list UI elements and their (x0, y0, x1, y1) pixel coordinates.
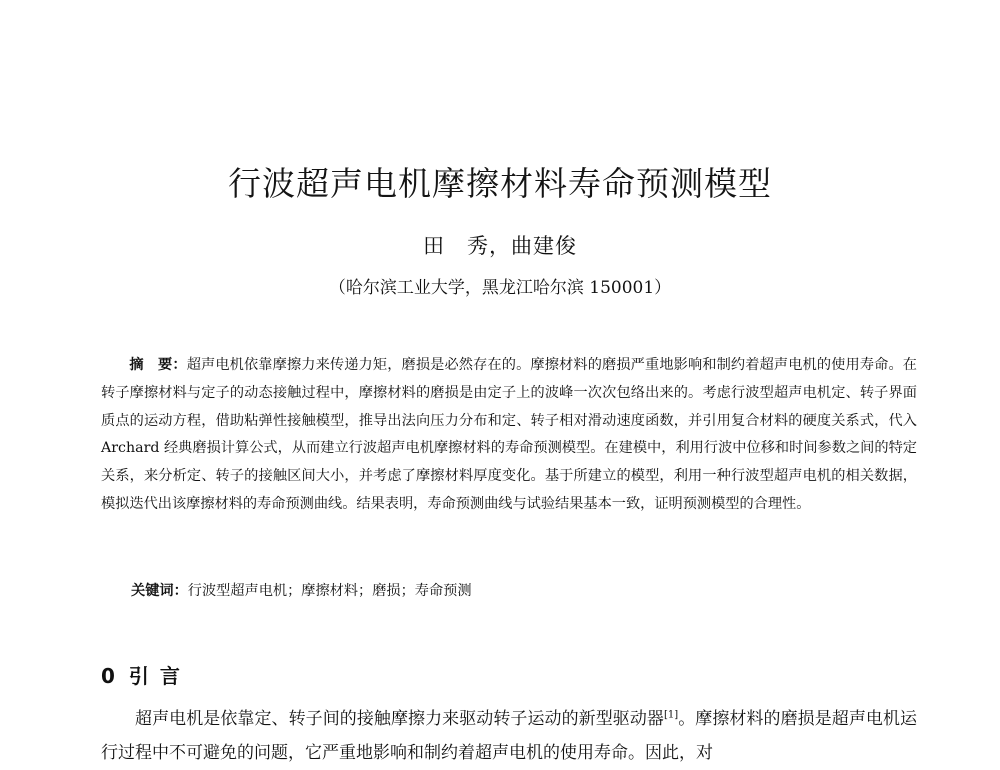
abstract-label: 摘 要： (129, 357, 187, 373)
keywords-label: 关键词： (131, 583, 188, 599)
citation-ref[interactable]: [1] (663, 709, 679, 721)
abstract-text: 超声电机依靠摩擦力来传递力矩，磨损是必然存在的。摩擦材料的磨损严重地影响和制约着超声电机的使用寿命。在转子摩擦材料与定子的动态接触过程中，摩擦材料的磨损是由定子上的波峰一次次包络出来的。考虑行波型超声电机定、转子界面质点的运动方程，借助粘弹性接触模型，推导出法向压力分布和定、转子相对滑动速度函数，并引用复合材料的硬度关系式，代入 Archard 经典磨损计算公式，从而建立行波超声电机摩擦材料的寿命预测模型。在建模中，利用行波中位移和时间参数之间的特定关系，来分析定、转子的接触区间大小，并考虑了摩擦材料厚度变化。基于所建立的模型，利用一种行波型超声电机的相关数据，模拟迭代出该摩擦材料的寿命预测曲线。结果表明，寿命预测曲线与试验结果基本一致，证明预测模型的合理性。 (101, 357, 917, 512)
keywords-text: 行波型超声电机；摩擦材料；磨损；寿命预测 (187, 583, 472, 599)
keywords (131, 580, 911, 602)
abstract (101, 352, 917, 519)
section-heading (101, 660, 182, 689)
section-number: 0 (101, 664, 117, 688)
paper-title: 行波超声电机摩擦材料寿命预测模型 (228, 164, 772, 203)
section-title: 引 言 (128, 664, 182, 688)
affiliation: （哈尔滨工业大学，黑龙江哈尔滨 150001） (328, 278, 672, 298)
intro-text-b: 。摩擦材料的磨损是超声电机运行过程中不可避免的问题，它严重地影响和制约着超声电机的使用寿命。因此，对 (101, 709, 918, 763)
author-list: 田 秀，曲建俊 (423, 234, 577, 258)
intro-text-a: 超声电机是依靠定、转子间的接触摩擦力来驱动转子运动的新型驱动器 (135, 709, 664, 729)
